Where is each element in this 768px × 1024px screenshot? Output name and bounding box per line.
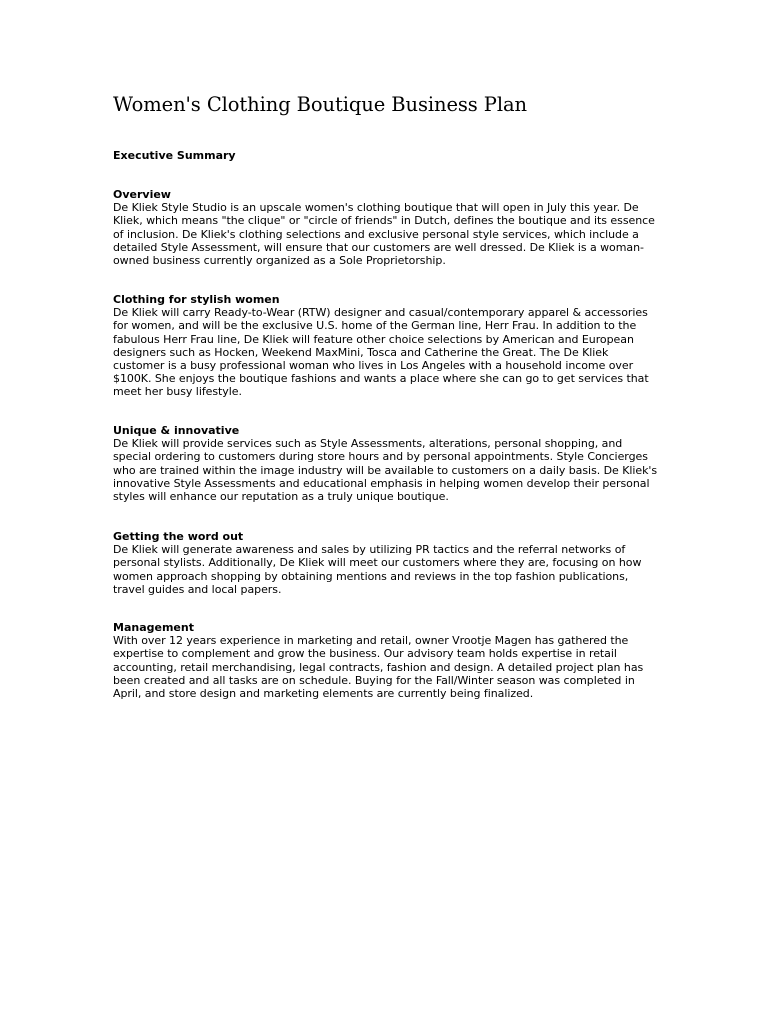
executive-summary-heading: Executive Summary: [113, 149, 236, 162]
section-heading: Overview: [113, 188, 171, 201]
section-heading: Getting the word out: [113, 530, 244, 543]
section-management: [113, 621, 661, 700]
section-body: With over 12 years experience in marketing and retail, owner Vrootje Magen has gathered the expertise to complement and grow the business. Our advisory team holds expertise in retail accounting, retail merchandising, legal contracts, fashion and design. A detailed project plan has been created and all tasks are on schedule. Buying for the Fall/Winter season was completed in April, and store design and marketing elements are currently being finalized.: [113, 634, 644, 701]
section-body: De Kliek will generate awareness and sales by utilizing PR tactics and the referral networks of personal stylists. Additionally, De Kliek will meet our customers where they are, focusing on how women approach shopping by obtaining mentions and reviews in the top fashion publications, travel guides and local papers.: [113, 543, 642, 596]
document-page: [113, 92, 661, 701]
section-heading: Clothing for stylish women: [113, 293, 280, 306]
section-clothing: [113, 293, 661, 399]
section-body: De Kliek will carry Ready-to-Wear (RTW) designer and casual/contemporary apparel & accessories for women, and will be the exclusive U.S. home of the German line, Herr Frau. In addition to the fabulous Herr Frau line, De Kliek will feature other choice selections by American and European designers such as Hocken, Weekend MaxMini, Tosca and Catherine the Great. The De Kliek customer is a busy professional woman who lives in Los Angeles with a household income over $100K. She enjoys the boutique fashions and wants a place where she can go to get services that meet her busy lifestyle.: [113, 306, 649, 399]
section-heading: Management: [113, 621, 194, 634]
section-body: De Kliek will provide services such as Style Assessments, alterations, personal shopping, and special ordering to customers during store hours and by personal appointments. Style Concierges who are trained within the image industry will be available to customers on a daily basis. De Kliek's innovative Style Assessments and educational emphasis in helping women develop their personal styles will enhance our reputation as a truly unique boutique.: [113, 437, 658, 504]
section-overview: [113, 188, 661, 267]
document-title: Women's Clothing Boutique Business Plan: [113, 93, 527, 116]
section-getting-word-out: [113, 530, 661, 596]
section-unique: [113, 424, 661, 503]
section-heading: Unique & innovative: [113, 424, 240, 437]
section-body: De Kliek Style Studio is an upscale women's clothing boutique that will open in July this year. De Kliek, which means "the clique" or "circle of friends" in Dutch, defines the boutique and its essence of inclusion. De Kliek's clothing selections and exclusive personal style services, which include a detailed Style Assessment, will ensure that our customers are well dressed. De Kliek is a woman-owned business currently organized as a Sole Proprietorship.: [113, 201, 655, 268]
